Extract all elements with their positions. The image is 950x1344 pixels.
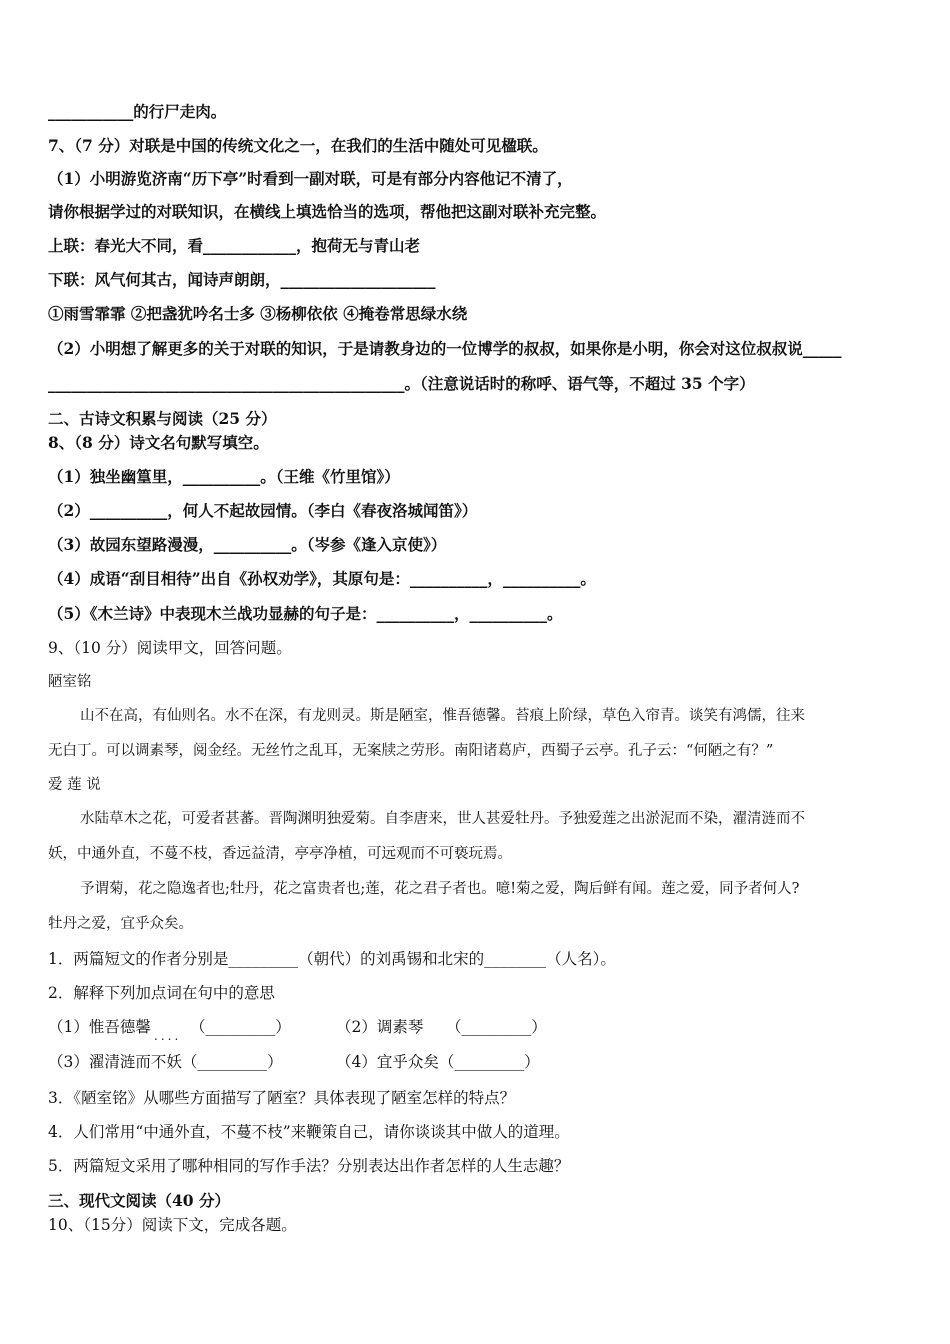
q8-item-3: （3）故园东望路漫漫，__________。（岑参《逢入京使》） (48, 535, 447, 554)
q7-part2-line2: ______________________________________________。（注意说话时的称呼、语气等，不超过 35 个字） (48, 374, 755, 393)
q7-part2-line1: （2）小明想了解更多的关于对联的知识，于是请教身边的一位博学的叔叔，如果你是小明，你会对这位叔叔说_____ (48, 339, 842, 358)
text-title-loushiming: 陋室铭 (48, 674, 92, 690)
q9-sub-2-item3: （3）濯清涟而不妖（_________） (48, 1053, 283, 1071)
ailianshuo-para1-line1: 水陆草木之花，可爱者甚蕃。晋陶渊明独爱菊。自李唐来，世人甚爱牡丹。予独爱莲之出淤泥而不染，濯清涟而不 (80, 811, 805, 827)
q9-sub-2-blank1: （_________） (190, 1018, 291, 1036)
q8-item-1: （1）独坐幽篁里，__________。（王维《竹里馆》） (48, 467, 400, 486)
q9-header: 9、（10 分）阅读甲文，回答问题。 (48, 639, 292, 657)
ailianshuo-para2-line1: 予谓菊，花之隐逸者也;牡丹，花之富贵者也;莲，花之君子者也。噫!菊之爱，陶后鲜有闻。莲之爱，同予者何人? (80, 881, 800, 897)
q8-item-4: （4）成语“刮目相待”出自《孙权劝学》，其原句是：__________，__________。 (48, 569, 596, 588)
q7-part1-line2: 请你根据学过的对联知识，在横线上填选恰当的选项，帮他把这副对联补充完整。 (48, 202, 607, 221)
couplet-upper: 上联：春光大不同，看____________，抱荷无与青山老 (48, 236, 421, 255)
text-title-ailianshuo: 爱 莲 说 (48, 777, 101, 793)
ailianshuo-para1-line2: 妖，中通外直，不蔓不枝，香远益清，亭亭净植，可远观而不可亵玩焉。 (48, 846, 512, 862)
emphasis-dots: .... (154, 1029, 182, 1043)
q9-sub-1: 1．两篇短文的作者分别是_________（朝代）的刘禹锡和北宋的________（人名）。 (48, 950, 616, 968)
q8-item-2: （2）__________，何人不起故园情。（李白《春夜洛城闻笛》） (48, 501, 478, 520)
q9-sub-2: 2．解释下列加点词在句中的意思 (48, 984, 275, 1002)
q9-sub-2-item4: （4）宜乎众矣（_________） (336, 1053, 540, 1071)
q7-header: 7、（7 分）对联是中国的传统文化之一，在我们的生活中随处可见楹联。 (48, 136, 548, 155)
section-2-heading: 二、古诗文积累与阅读（25 分） (48, 409, 277, 428)
q9-sub-4: 4．人们常用“中通外直，不蔓不枝”来鞭策自己，请你谈谈其中做人的道理。 (48, 1123, 570, 1141)
section-3-heading: 三、现代文阅读（40 分） (48, 1191, 230, 1210)
loushiming-para-line2: 无白丁。可以调素琴，阅金经。无丝竹之乱耳，无案牍之劳形。南阳诸葛庐，西蜀子云亭。孔子云：“何陋之有？” (48, 743, 774, 759)
q8-header: 8、（8 分）诗文名句默写填空。 (48, 433, 269, 452)
q9-sub-5: 5．两篇短文采用了哪种相同的写作手法？分别表达出作者怎样的人生志趣？ (48, 1157, 570, 1175)
q9-sub-2-item1: （1）惟吾德馨 (48, 1018, 151, 1036)
q10-header: 10、（15分）阅读下文，完成各题。 (48, 1216, 297, 1234)
q9-sub-3: 3．《陋室铭》从哪些方面描写了陋室？具体表现了陋室怎样的特点？ (48, 1089, 516, 1107)
couplet-options: ①雨雪霏霏 ②把盏犹吟名士多 ③杨柳依依 ④掩卷常思绿水绕 (48, 304, 468, 323)
ailianshuo-para2-line2: 牡丹之爱，宜乎众矣。 (48, 916, 193, 932)
loushiming-para-line1: 山不在高，有仙则名。水不在深，有龙则灵。斯是陋室，惟吾德馨。苔痕上阶绿，草色入帘青。谈笑有鸿儒，往来 (80, 708, 805, 724)
q8-item-5: （5）《木兰诗》中表现木兰战功显赫的句子是：__________，__________。 (48, 604, 563, 623)
q9-sub-2-item2: （2）调素琴 (336, 1018, 424, 1036)
q9-sub-2-blank2: （_________） (446, 1018, 547, 1036)
couplet-lower: 下联：风气何其古，闻诗声朗朗，____________________ (48, 270, 436, 289)
q7-part1-line1: （1）小明游览济南“历下亭”时看到一副对联，可是有部分内容他记不清了， (48, 169, 573, 188)
q6-tail-line: ___________的行尸走肉。 (48, 102, 227, 121)
